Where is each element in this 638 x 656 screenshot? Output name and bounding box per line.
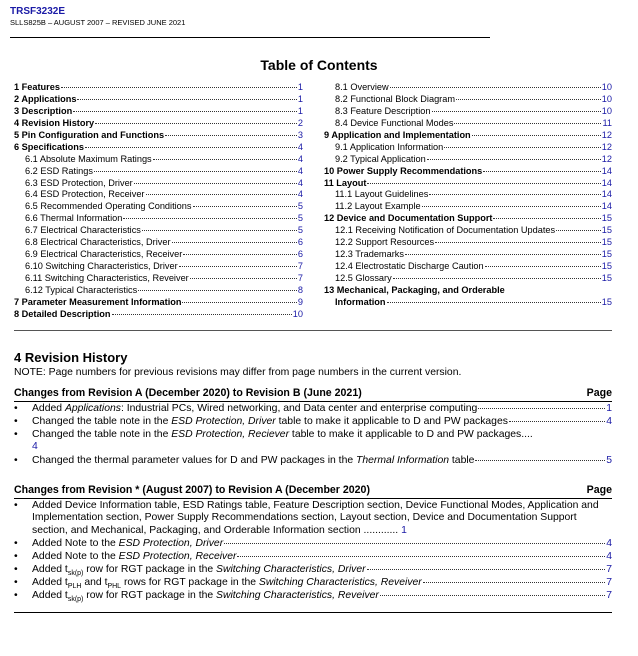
toc-entry[interactable]	[324, 213, 612, 225]
toc-entry[interactable]	[324, 142, 612, 154]
toc-leader-dots	[454, 123, 601, 124]
toc-entry-label: 12.4 Electrostatic Discharge Caution	[335, 261, 484, 272]
change-item-text	[32, 590, 612, 606]
toc-entry-label: 6.1 Absolute Maximum Ratings	[25, 153, 152, 164]
toc-leader-dots	[485, 266, 601, 267]
toc-right-column	[324, 82, 612, 309]
part-number[interactable]: TRSF3232E	[10, 6, 66, 17]
toc-leader-dots	[85, 147, 297, 148]
change-item-page-link[interactable]: 7	[606, 564, 612, 575]
leader-dots	[478, 408, 605, 409]
toc-entry-page-link[interactable]: 10	[601, 82, 612, 92]
change-item-text	[32, 551, 612, 563]
toc-entry[interactable]	[14, 154, 303, 166]
toc-entry[interactable]	[14, 261, 303, 273]
changes-heading	[14, 387, 612, 399]
toc-entry[interactable]	[14, 82, 303, 94]
change-item-line	[32, 551, 612, 563]
change-item-line	[32, 455, 612, 467]
toc-leader-dots	[94, 171, 297, 172]
bullet: •	[14, 590, 18, 601]
document-revision-line: SLLS825B – AUGUST 2007 – REVISED JUNE 2021	[10, 18, 186, 27]
bullet: •	[14, 416, 18, 427]
toc-entry[interactable]	[324, 273, 612, 285]
toc-leader-dots	[112, 314, 292, 315]
change-item-page-link[interactable]: 1	[606, 403, 612, 414]
toc-entry[interactable]	[324, 154, 612, 166]
toc-entry-page-link[interactable]: 8	[297, 284, 303, 295]
toc-entry[interactable]	[14, 166, 303, 178]
change-item	[14, 500, 612, 537]
toc-leader-dots	[456, 99, 601, 100]
toc-entry-page-link[interactable]: 14	[601, 189, 612, 200]
toc-leader-dots	[142, 230, 297, 231]
bullet: •	[14, 577, 18, 588]
toc-entry[interactable]	[14, 309, 303, 321]
toc-leader-dots	[77, 99, 296, 100]
toc-entry[interactable]	[324, 82, 612, 94]
toc-entry-page-link[interactable]: 1	[297, 82, 303, 92]
change-item-page-link[interactable]: 4	[606, 551, 612, 562]
leader-dots	[475, 460, 605, 461]
toc-entry[interactable]	[14, 249, 303, 261]
header-divider	[10, 37, 490, 38]
bullet: •	[14, 429, 18, 440]
page-bottom-divider	[14, 612, 612, 613]
toc-entry[interactable]	[14, 118, 303, 130]
change-item-line	[32, 416, 612, 428]
toc-entry[interactable]	[14, 213, 303, 225]
change-item-line: Changed the table note in the ESD Protection, Reciever table to make it applicable to D and PW packages.... 4	[32, 429, 533, 453]
toc-leader-dots	[183, 254, 297, 255]
toc-entry-label: 8.3 Feature Description	[335, 105, 431, 116]
toc-leader-dots	[123, 218, 297, 219]
toc-entry-page-link[interactable]: 7	[297, 261, 303, 272]
toc-entry-label: 6 Specifications	[14, 141, 84, 152]
toc-leader-dots	[435, 242, 601, 243]
toc-entry-label: 6.7 Electrical Characteristics	[25, 225, 141, 236]
leader-dots: ............	[360, 524, 399, 536]
bullet: •	[14, 564, 18, 575]
toc-entry[interactable]	[324, 261, 612, 273]
toc-entry-page-link[interactable]: 1	[297, 105, 303, 116]
toc-entry[interactable]	[14, 201, 303, 213]
leader-dots: ....	[521, 429, 533, 440]
toc-entry[interactable]	[14, 94, 303, 106]
bullet: •	[14, 551, 18, 562]
italic-reference: Switching Characteristics, Reveiver	[258, 577, 422, 588]
toc-entry[interactable]	[324, 297, 612, 309]
toc-entry-label: 12 Device and Documentation Support	[324, 213, 493, 224]
change-item	[14, 416, 612, 428]
leader-dots	[224, 543, 605, 544]
change-item-page-link[interactable]: 4	[606, 416, 612, 427]
toc-entry-label: 2 Applications	[14, 93, 77, 104]
bullet: •	[14, 455, 18, 466]
subscript: sk(p)	[67, 570, 84, 578]
italic-reference: ESD Protection, Driver	[171, 416, 276, 427]
change-item-page-link[interactable]: 4	[606, 538, 612, 549]
toc-entry-label: 12.2 Support Resources	[335, 237, 435, 248]
toc-leader-dots	[427, 159, 601, 160]
changes-heading-rule	[14, 498, 612, 499]
change-item-line	[32, 590, 612, 606]
toc-entry[interactable]	[324, 106, 612, 118]
toc-entry-label: 6.8 Electrical Characteristics, Driver	[25, 237, 171, 248]
toc-leader-dots	[193, 206, 297, 207]
toc-entry[interactable]	[14, 142, 303, 154]
toc-entry-label: 8 Detailed Description	[14, 308, 111, 319]
toc-leader-dots	[405, 254, 601, 255]
toc-entry-label: 6.10 Switching Characteristics, Driver	[25, 261, 178, 272]
toc-entry-label: 11.1 Layout Guidelines	[335, 189, 429, 200]
toc-entry-label: 7 Parameter Measurement Information	[14, 296, 182, 307]
change-item-content: Added Note to the ESD Protection, Driver	[32, 538, 224, 549]
change-item	[14, 403, 612, 415]
changes-heading-rule	[14, 401, 612, 402]
revision-note: NOTE: Page numbers for previous revisions may differ from page numbers in the current version.	[14, 367, 462, 378]
italic-reference: Switching Characteristics, Reveiver	[216, 590, 379, 601]
toc-entry-page-link[interactable]: 6	[297, 249, 303, 260]
italic-reference: ESD Protection, Driver	[118, 538, 224, 549]
toc-entry-label: 8.1 Overview	[335, 82, 389, 92]
subscript: sk(p)	[67, 596, 84, 604]
toc-entry-page-link[interactable]: 10	[601, 93, 612, 104]
change-item	[14, 538, 612, 550]
change-item-text	[32, 403, 612, 415]
toc-entry-page-link[interactable]: 10	[292, 308, 303, 319]
toc-leader-dots	[182, 302, 296, 303]
toc-entry[interactable]	[14, 130, 303, 142]
toc-leader-dots	[387, 302, 601, 303]
change-item-content: Added $t_{sk(p)}$ row for RGT package in the Switching Characteristics, Driver	[32, 564, 366, 578]
revision-history-title: 4 Revision History	[14, 350, 128, 365]
toc-leader-dots	[493, 218, 600, 219]
toc-leader-dots	[165, 135, 297, 136]
change-item-text	[32, 500, 612, 537]
toc-entry[interactable]	[324, 189, 612, 201]
toc-entry[interactable]	[324, 178, 612, 190]
italic-reference: ESD Protection, Reciever	[171, 429, 290, 440]
toc-entry[interactable]	[14, 225, 303, 237]
toc-leader-dots	[61, 87, 297, 88]
toc-entry[interactable]	[324, 118, 612, 130]
toc-leader-dots	[73, 111, 297, 112]
change-item-content: Added $t_{sk(p)}$ row for RGT package in the Switching Characteristics, Reveiver	[32, 590, 379, 604]
toc-entry[interactable]	[14, 285, 303, 297]
toc-entry[interactable]	[324, 166, 612, 178]
change-item-content: Changed the thermal parameter values for D and PW packages in the Thermal Information table	[32, 455, 475, 466]
toc-entry-label: 12.5 Glossary	[335, 273, 392, 283]
change-item-content: Added Note to the ESD Protection, Receiver	[32, 551, 237, 562]
toc-entry[interactable]	[324, 285, 612, 297]
change-item-text	[32, 455, 612, 467]
change-item-page-link[interactable]: 5	[606, 455, 612, 466]
page-column-label: Page	[586, 387, 612, 399]
toc-entry-page-link[interactable]: 15	[601, 296, 612, 307]
toc-leader-dots	[153, 159, 297, 160]
toc-entry-label: 5 Pin Configuration and Functions	[14, 129, 165, 140]
subscript: PLH	[67, 583, 82, 591]
change-item-content: Added Applications: Industrial PCs, Wired networking, and Data center and enterprise computing	[32, 403, 478, 414]
toc-entry-label: 6.9 Electrical Characteristics, Receiver	[25, 249, 183, 260]
toc-entry-label: 13 Mechanical, Packaging, and Orderable	[324, 284, 505, 295]
toc-entry-label: 9.1 Application Information	[335, 141, 444, 152]
toc-leader-dots	[472, 135, 601, 136]
toc-entry-label: 8.2 Functional Block Diagram	[335, 93, 456, 104]
toc-entry-label: 6.3 ESD Protection, Driver	[25, 177, 133, 188]
toc-leader-dots	[95, 123, 297, 124]
document-header	[10, 6, 185, 28]
changes-heading-text: Changes from Revision A (December 2020) to Revision B (June 2021)	[14, 387, 362, 399]
toc-entry-label: 4 Revision History	[14, 117, 95, 128]
toc-entry-label: 9.2 Typical Application	[335, 153, 426, 164]
toc-entry-page-link[interactable]: 4	[297, 141, 303, 152]
toc-leader-dots	[146, 194, 297, 195]
change-item-page-link[interactable]: 1	[401, 524, 407, 536]
toc-entry[interactable]	[324, 249, 612, 261]
toc-entry-page-link[interactable]: 3	[297, 129, 303, 140]
toc-entry-page-link[interactable]: 15	[601, 273, 612, 283]
toc-entry-label: 3 Description	[14, 105, 73, 116]
toc-leader-dots	[138, 290, 297, 291]
italic-reference: Thermal Information	[356, 455, 450, 466]
toc-entry-label: Information	[335, 296, 386, 307]
toc-entry-page-link[interactable]: 5	[297, 213, 303, 224]
toc-entry-page-link[interactable]: 4	[297, 189, 303, 200]
italic-reference: Switching Characteristics, Driver	[216, 564, 366, 575]
toc-entry[interactable]	[14, 273, 303, 285]
toc-entry-label: 11.2 Layout Example	[335, 201, 421, 212]
subscript: PHL	[107, 583, 122, 591]
leader-dots	[509, 421, 605, 422]
toc-entry-page-link[interactable]: 15	[601, 225, 612, 236]
change-item-content: Changed the table note in the ESD Protection, Driver table to make it applicable to D and PW packages	[32, 416, 508, 427]
toc-entry-page-link[interactable]: 15	[601, 237, 612, 248]
toc-divider	[14, 330, 612, 331]
changes-heading	[14, 484, 612, 496]
toc-leader-dots	[390, 87, 601, 88]
change-item-line	[32, 538, 612, 550]
leader-dots	[237, 556, 605, 557]
toc-entry[interactable]	[14, 106, 303, 118]
toc-entry-label: 6.4 ESD Protection, Receiver	[25, 189, 145, 200]
toc-entry-page-link[interactable]: 15	[601, 249, 612, 260]
change-item	[14, 455, 612, 467]
toc-entry-page-link[interactable]: 10	[601, 105, 612, 116]
leader-dots	[367, 569, 606, 570]
changes-heading-text: Changes from Revision * (August 2007) to Revision A (December 2020)	[14, 484, 370, 496]
change-item	[14, 551, 612, 563]
toc-leader-dots	[172, 242, 297, 243]
toc-entry-page-link[interactable]: 4	[297, 177, 303, 188]
toc-left-column	[14, 82, 303, 321]
toc-entry-page-link[interactable]: 14	[601, 177, 612, 188]
toc-leader-dots	[483, 171, 600, 172]
toc-entry[interactable]	[324, 225, 612, 237]
change-item	[14, 429, 612, 454]
toc-entry-page-link[interactable]: 5	[297, 201, 303, 212]
toc-entry-page-link[interactable]: 2	[297, 117, 303, 128]
toc-entry-label: 6.5 Recommended Operating Conditions	[25, 201, 192, 212]
leader-dots	[380, 595, 605, 596]
change-item-page-link[interactable]: 7	[606, 577, 612, 588]
toc-leader-dots	[393, 278, 601, 279]
toc-entry[interactable]	[324, 201, 612, 213]
toc-entry-page-link[interactable]: 1	[297, 93, 303, 104]
toc-entry-page-link[interactable]: 11	[602, 117, 612, 128]
toc-entry-label: 6.11 Switching Characteristics, Reveiver	[25, 273, 189, 283]
toc-entry-page-link[interactable]: 14	[601, 165, 612, 176]
toc-entry-page-link[interactable]: 4	[297, 153, 303, 164]
change-item-line: Added Device Information table, ESD Ratings table, Feature Description section, Device Functional Modes, Application and Implementation section, Power Supply Recommendations section, Layout section, Device and Documentation Support section, and Mechanical, Packaging, and Orderable Information section ............ 1	[32, 500, 599, 536]
bullet: •	[14, 538, 18, 549]
toc-entry-label: 6.12 Typical Characteristics	[25, 284, 138, 295]
toc-entry[interactable]	[14, 297, 303, 309]
toc-entry-label: 10 Power Supply Recommendations	[324, 165, 483, 176]
change-item-text	[32, 416, 612, 428]
toc-entry-label: 9 Application and Implementation	[324, 129, 471, 140]
toc-leader-dots	[429, 194, 600, 195]
toc-entry-page-link[interactable]: 4	[297, 165, 303, 176]
toc-entry-label: 6.6 Thermal Information	[25, 213, 123, 224]
italic-reference: Applications	[64, 403, 121, 414]
toc-entry-page-link[interactable]: 5	[297, 225, 303, 236]
toc-leader-dots	[179, 266, 297, 267]
toc-entry-label: 1 Features	[14, 82, 60, 92]
bullet: •	[14, 403, 18, 414]
leader-dots	[423, 582, 605, 583]
toc-entry-page-link[interactable]: 12	[601, 153, 612, 164]
page-column-label: Page	[586, 484, 612, 496]
bullet: •	[14, 500, 18, 511]
toc-entry-label: 11 Layout	[324, 177, 367, 188]
toc-entry-page-link[interactable]: 15	[601, 261, 612, 272]
toc-entry-page-link[interactable]: 12	[601, 129, 612, 140]
change-item-page-link[interactable]: 4	[32, 441, 38, 453]
change-item-text	[32, 429, 612, 454]
toc-entry-page-link[interactable]: 12	[601, 141, 612, 152]
toc-entry-label: 12.3 Trademarks	[335, 249, 404, 260]
toc-title: Table of Contents	[260, 57, 378, 73]
toc-entry-page-link[interactable]: 14	[601, 201, 612, 212]
toc-entry-page-link[interactable]: 6	[297, 237, 303, 248]
toc-leader-dots	[367, 183, 600, 184]
toc-entry-page-link[interactable]: 15	[601, 213, 612, 224]
toc-entry-label: 6.2 ESD Ratings	[25, 165, 93, 176]
toc-entry[interactable]	[14, 178, 303, 190]
toc-entry[interactable]	[324, 130, 612, 142]
change-item-page-link[interactable]: 7	[606, 590, 612, 601]
toc-leader-dots	[422, 206, 601, 207]
toc-leader-dots	[556, 230, 601, 231]
toc-entry-page-link[interactable]: 9	[297, 296, 303, 307]
toc-entry[interactable]	[324, 94, 612, 106]
toc-entry[interactable]	[14, 189, 303, 201]
toc-leader-dots	[432, 111, 601, 112]
toc-entry-page-link[interactable]: 7	[297, 273, 303, 283]
toc-entry[interactable]	[14, 237, 303, 249]
change-item-line	[32, 403, 612, 415]
change-item	[14, 590, 612, 606]
toc-entry-label: 8.4 Device Functional Modes	[335, 117, 454, 128]
change-item-content: Added $t_{PLH}$ and $t_{PHL}$ rows for RGT package in the Switching Characteristics, Reveiver	[32, 577, 422, 591]
italic-reference: ESD Protection, Receiver	[118, 551, 237, 562]
toc-leader-dots	[444, 147, 600, 148]
toc-leader-dots	[134, 183, 297, 184]
toc-entry-label: 12.1 Receiving Notification of Documentation Updates	[335, 225, 556, 236]
toc-leader-dots	[190, 278, 297, 279]
change-item-text	[32, 538, 612, 550]
toc-entry[interactable]	[324, 237, 612, 249]
